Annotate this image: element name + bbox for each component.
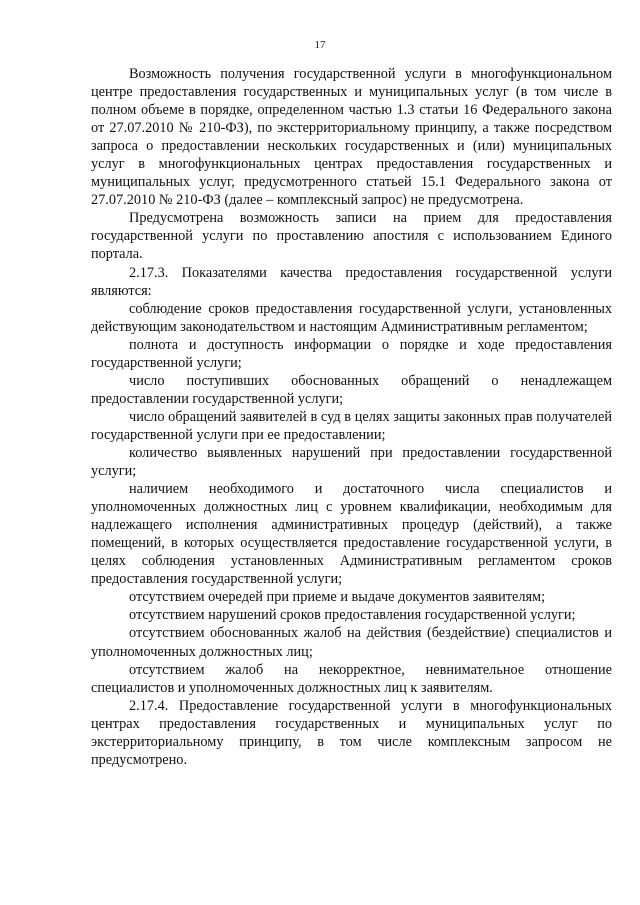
list-item-no-justified-complaints: отсутствием обоснованных жалоб на действия (бездействие) специалистов и уполномоченных должностных лиц;	[91, 625, 612, 660]
paragraph-2-17-3-heading: 2.17.3. Показателями качества предоставления государственной услуги являются:	[91, 264, 612, 299]
list-item-court-appeals: число обращений заявителей в суд в целях защиты законных прав получателей государственной услуги при ее предоставлении;	[91, 408, 612, 443]
list-item-no-incorrect-attitude: отсутствием жалоб на некорректное, невнимательное отношение специалистов и уполномоченных должностных лиц к заявителям.	[91, 661, 612, 696]
paragraph-2-17-4: 2.17.4. Предоставление государственной услуги в многофункциональных центрах предоставления государственных и муниципальных услуг по экстерриториальному принципу, в том числе комплексным запросом не предусмотрено.	[91, 697, 612, 768]
page-number: 17	[314, 39, 326, 51]
document-body	[91, 65, 612, 769]
list-item-staff: наличием необходимого и достаточного числа специалистов и уполномоченных должностных лиц с уровнем квалификации, необходимым для надлежащего исполнения административных процедур (действий), а также помещений, в которых осуществляется предоставление государственной услуги, в целях соблюдения установленных Административным регламентом сроков предоставления государственной услуги;	[91, 481, 612, 588]
list-item-violations: количество выявленных нарушений при предоставлении государственной услуги;	[91, 444, 612, 480]
list-item-no-deadline-violations: отсутствием нарушений сроков предоставления государственной услуги;	[129, 607, 576, 624]
list-item-deadlines: соблюдение сроков предоставления государственной услуги, установленных действующим законодательством и настоящим Административным регламентом;	[91, 300, 612, 335]
list-item-complaints-count: число поступивших обоснованных обращений о ненадлежащем предоставлении государственной услуги;	[91, 372, 612, 407]
list-item-no-queues: отсутствием очередей при приеме и выдаче документов заявителям;	[129, 589, 546, 606]
paragraph-mfc-possibility: Возможность получения государственной услуги в многофункциональном центре предоставления государственных и муниципальных услуг (в том числе в полном объеме в порядке, определенном частью 1.3 статьи 16 Федерального закона от 27.07.2010 № 210-ФЗ), по экстерриториальному принципу, а также посредством запроса о предоставлении нескольких государственных и (или) муниципальных услуг в многофункциональных центрах предоставления государственных и муниципальных услуг, предусмотренного статьей 15.1 Федерального закона от 27.07.2010 № 210-ФЗ (далее – комплексный запрос) не предусмотрена.	[91, 66, 612, 209]
paragraph-appointment: Предусмотрена возможность записи на прием для предоставления государственной услуги по проставлению апостиля с использованием Единого портала.	[91, 210, 612, 263]
list-item-information: полнота и доступность информации о порядке и ходе предоставления государственной услуги;	[91, 336, 612, 371]
